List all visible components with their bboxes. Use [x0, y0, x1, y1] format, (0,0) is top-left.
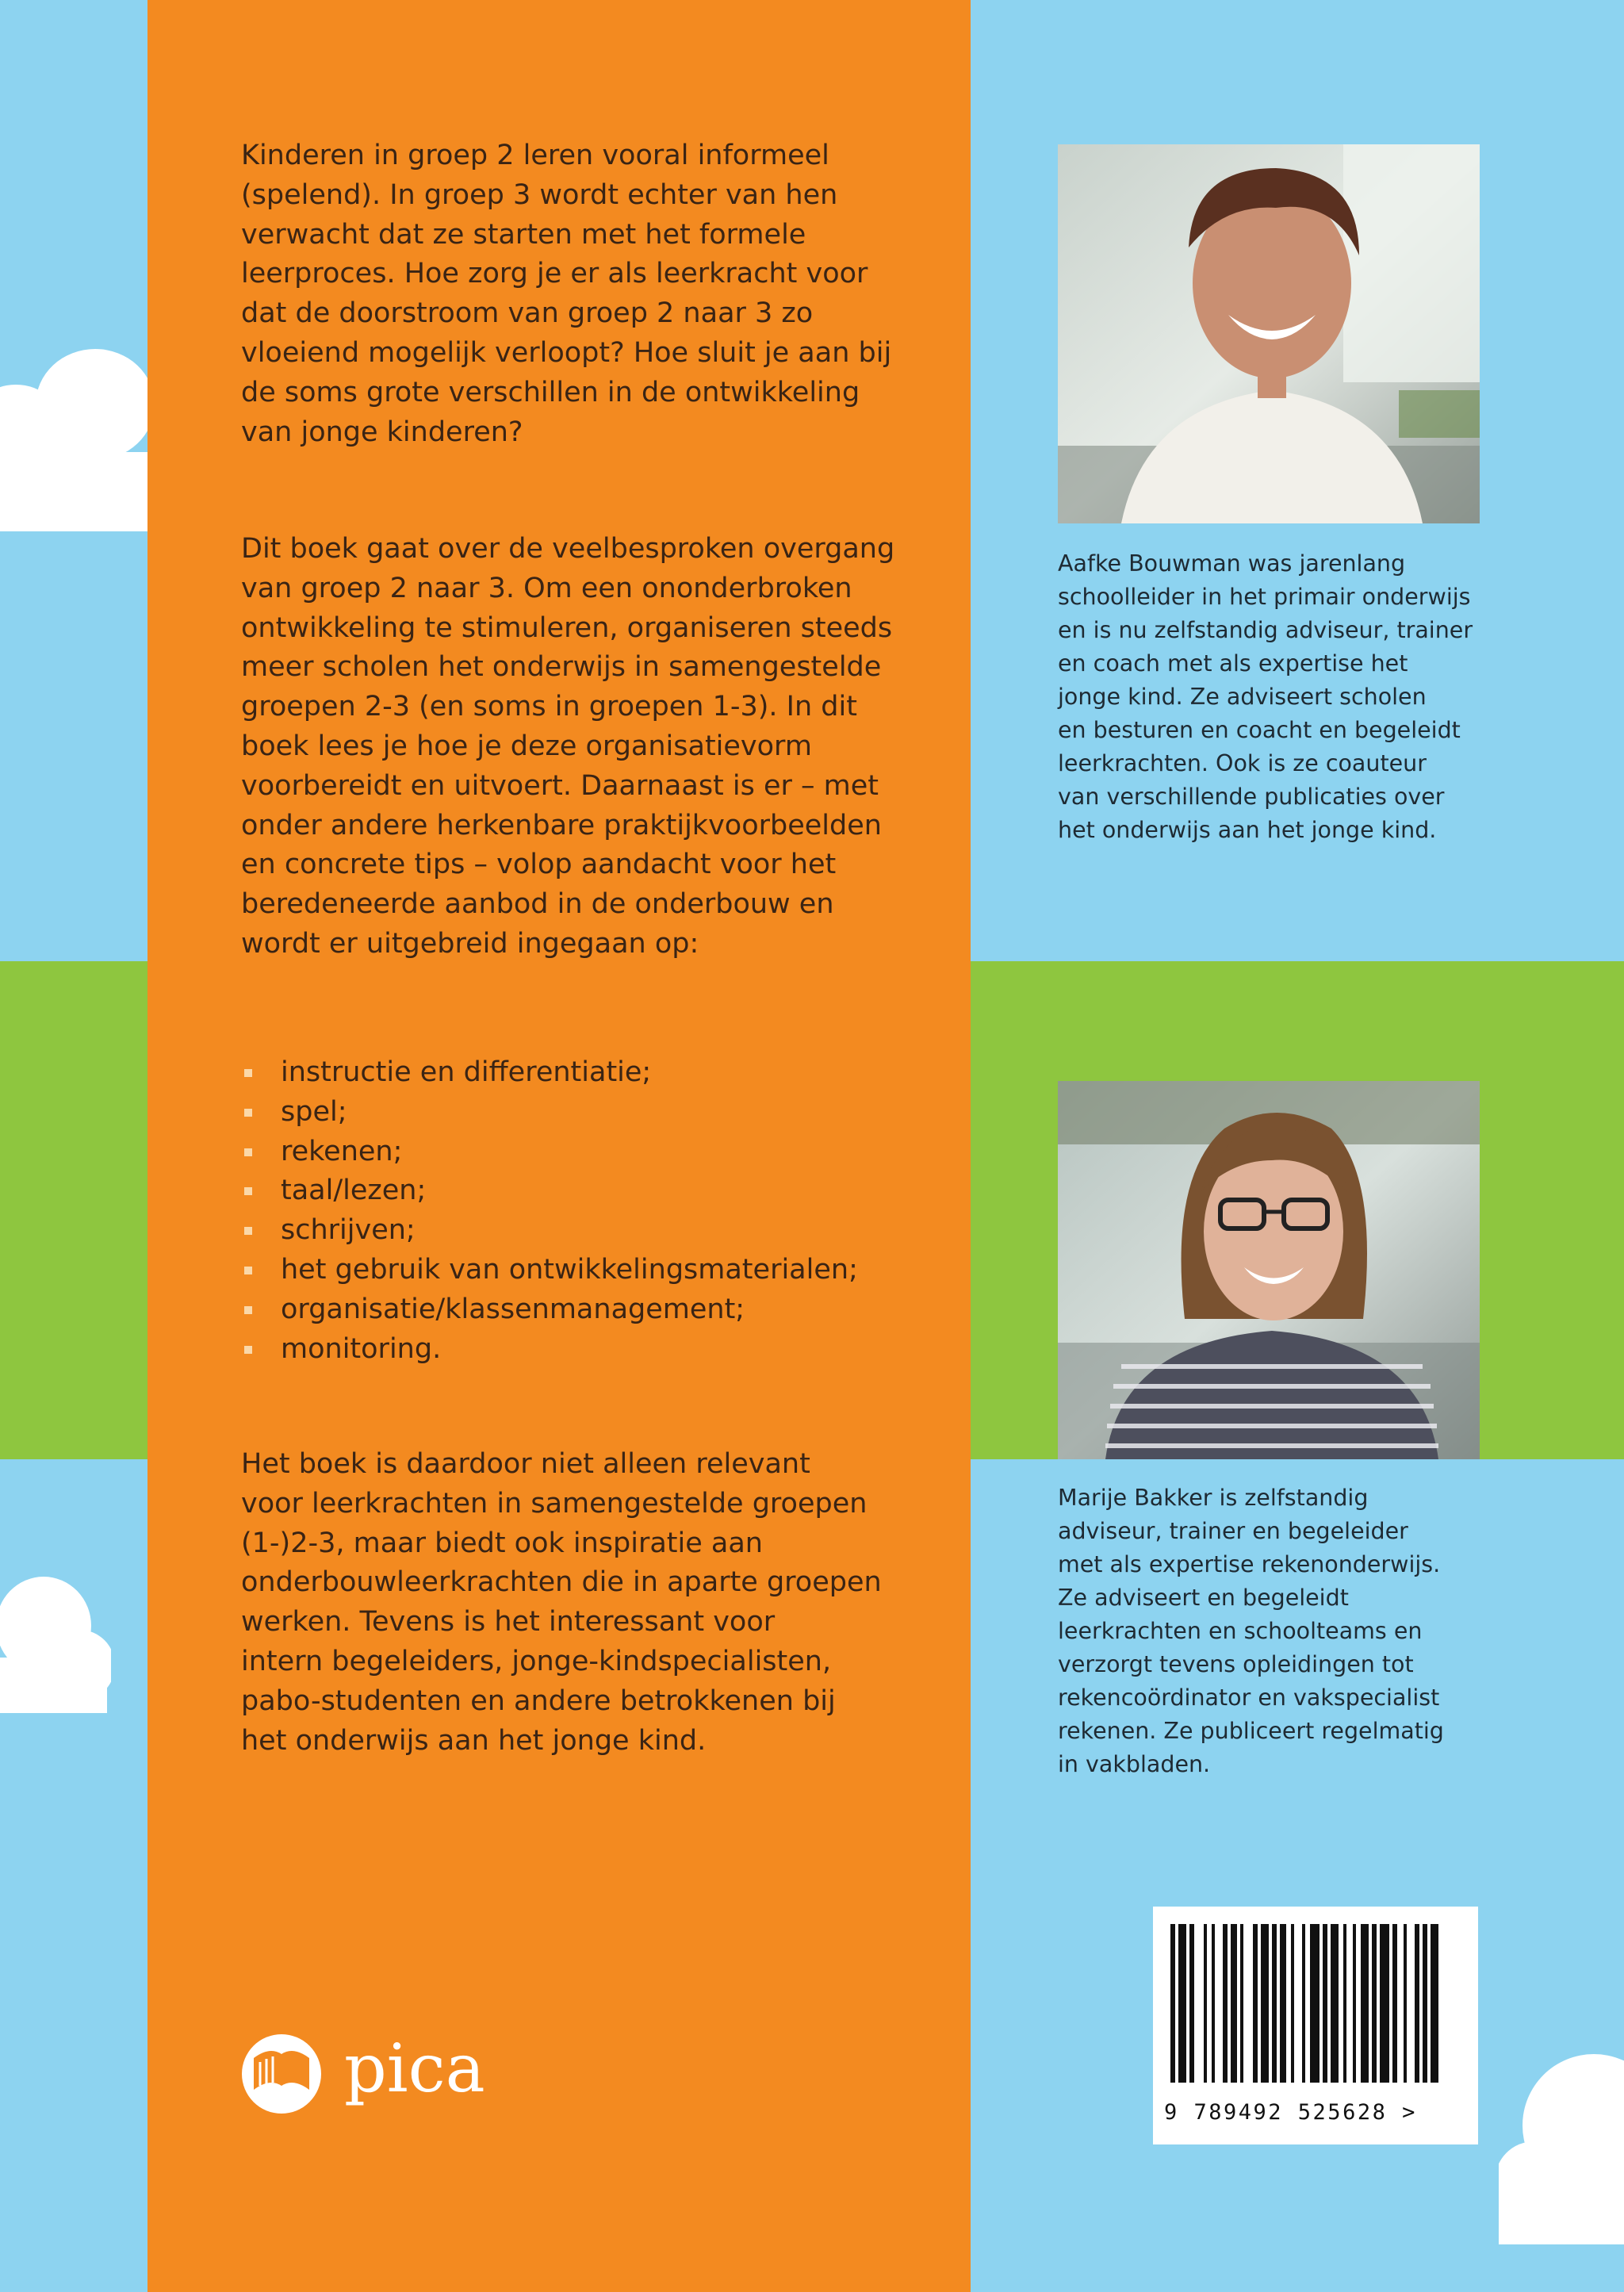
text-line: Dit boek gaat over de veelbesproken overgang	[241, 533, 895, 565]
text-line: onder andere herkenbare praktijkvoorbeelden	[241, 809, 882, 841]
text-line: leerproces. Hoe zorg je er als leerkracht voor	[241, 258, 868, 290]
bio-line: leerkrachten en schoolteams en	[1058, 1618, 1423, 1644]
bio-line: adviseur, trainer en begeleider	[1058, 1518, 1408, 1544]
text-line: (spelend). In groep 3 wordt echter van hen	[241, 178, 838, 211]
bio-line: in vakbladen.	[1058, 1751, 1211, 1777]
text-line: verwacht dat ze starten met het formele	[241, 218, 806, 251]
barcode-digits: 9 789492 525628 >	[1164, 2100, 1417, 2125]
bullet-icon	[244, 1109, 252, 1117]
bullet-icon	[244, 1187, 252, 1195]
bullet-icon	[244, 1069, 252, 1077]
text-line: vloeiend mogelijk verloopt? Hoe sluit je aan bij	[241, 336, 892, 369]
bio-line: Marije Bakker is zelfstandig	[1058, 1485, 1369, 1511]
topics-list	[241, 1053, 907, 1369]
text-line: voor leerkrachten in samengestelde groepen	[241, 1487, 868, 1520]
author-portrait-2	[1058, 1081, 1480, 1459]
text-line: werken. Tevens is het interessant voor	[241, 1606, 776, 1639]
bio-line: en coach met als expertise het	[1058, 650, 1408, 676]
cloud-left-top	[0, 333, 151, 531]
list-item	[241, 1290, 907, 1330]
bio-line: Ze adviseert en begeleidt	[1058, 1585, 1349, 1611]
list-item	[241, 1211, 907, 1251]
text-line: voorbereidt en uitvoert. Daarnaast is er – met	[241, 769, 879, 802]
list-item	[241, 1171, 907, 1211]
text-line: Het boek is daardoor niet alleen relevant	[241, 1448, 810, 1480]
list-item-label: het gebruik van ontwikkelingsmaterialen;	[281, 1253, 858, 1286]
bio-line: leerkrachten. Ook is ze coauteur	[1058, 750, 1427, 776]
author-photo-1	[1058, 144, 1480, 523]
audience-paragraph	[241, 1445, 907, 1761]
text-line: intern begeleiders, jonge-kindspecialisten,	[241, 1645, 832, 1677]
bio-line: jonge kind. Ze adviseert scholen	[1058, 684, 1427, 710]
list-item	[241, 1133, 907, 1172]
list-item-label: taal/lezen;	[281, 1175, 427, 1207]
text-line: Kinderen in groep 2 leren vooral informeel	[241, 140, 829, 171]
isbn-barcode	[1153, 1907, 1478, 2144]
text-line: het onderwijs aan het jonge kind.	[241, 1724, 707, 1757]
list-item	[241, 1053, 907, 1093]
bio-line: het onderwijs aan het jonge kind.	[1058, 817, 1437, 843]
bio-line: rekenen. Ze publiceert regelmatig	[1058, 1718, 1444, 1744]
text-line: onderbouwleerkrachten die in aparte groepen	[241, 1566, 882, 1599]
author-portrait-1	[1058, 144, 1480, 523]
text-line: van jonge kinderen?	[241, 416, 523, 448]
description-paragraph	[241, 530, 907, 964]
bio-line: Aafke Bouwman was jarenlang	[1058, 550, 1406, 577]
list-item	[241, 1251, 907, 1290]
text-line: van groep 2 naar 3. Om een ononderbroken	[241, 572, 852, 604]
bullet-icon	[244, 1306, 252, 1314]
author-bio-2	[1058, 1481, 1502, 1781]
text-line: meer scholen het onderwijs in samengestelde	[241, 651, 882, 684]
list-item-label: organisatie/klassenmanagement;	[281, 1293, 745, 1325]
pica-book-logo-icon	[238, 2030, 333, 2118]
author-photo-2	[1058, 1081, 1480, 1459]
text-line: ontwikkeling te stimuleren, organiseren steeds	[241, 611, 893, 644]
intro-paragraph	[241, 136, 907, 452]
bio-line: en besturen en coacht en begeleidt	[1058, 717, 1461, 743]
bullet-icon	[244, 1227, 252, 1235]
list-item-label: monitoring.	[281, 1332, 442, 1365]
barcode-bars	[1153, 1907, 1478, 2097]
text-line: pabo-studenten en andere betrokkenen bij	[241, 1685, 836, 1717]
cloud-left-bottom	[0, 1562, 111, 1713]
bullet-icon	[244, 1346, 252, 1354]
list-item	[241, 1093, 907, 1133]
bullet-icon	[244, 1267, 252, 1274]
list-item-label: instructie en differentiatie;	[281, 1056, 652, 1088]
bio-line: rekencoördinator en vakspecialist	[1058, 1685, 1440, 1711]
text-line: wordt er uitgebreid ingegaan op:	[241, 927, 699, 960]
text-line: beredeneerde aanbod in de onderbouw en	[241, 888, 834, 921]
bio-line: met als expertise rekenonderwijs.	[1058, 1551, 1441, 1577]
author-bio-1	[1058, 547, 1502, 847]
text-line: groepen 2-3 (en soms in groepen 1-3). In dit	[241, 691, 857, 723]
publisher-name: pica	[344, 2029, 485, 2107]
bio-line: van verschillende publicaties over	[1058, 784, 1445, 810]
text-line: boek lees je hoe je deze organisatievorm	[241, 730, 812, 762]
text-line: en concrete tips – volop aandacht voor het	[241, 849, 837, 881]
text-line: de soms grote verschillen in de ontwikkeling	[241, 376, 860, 408]
list-item	[241, 1330, 907, 1370]
list-item-label: schrijven;	[281, 1214, 416, 1247]
bullet-icon	[244, 1148, 252, 1156]
cloud-right-bottom	[1499, 2046, 1624, 2244]
bio-line: verzorgt tevens opleidingen tot	[1058, 1651, 1414, 1677]
list-item-label: spel;	[281, 1095, 347, 1128]
list-item-label: rekenen;	[281, 1135, 403, 1167]
text-line: dat de doorstroom van groep 2 naar 3 zo	[241, 297, 814, 330]
bio-line: en is nu zelfstandig adviseur, trainer	[1058, 617, 1473, 643]
text-line: (1-)2-3, maar biedt ook inspiratie aan	[241, 1527, 763, 1559]
bio-line: schoolleider in het primair onderwijs	[1058, 584, 1471, 610]
